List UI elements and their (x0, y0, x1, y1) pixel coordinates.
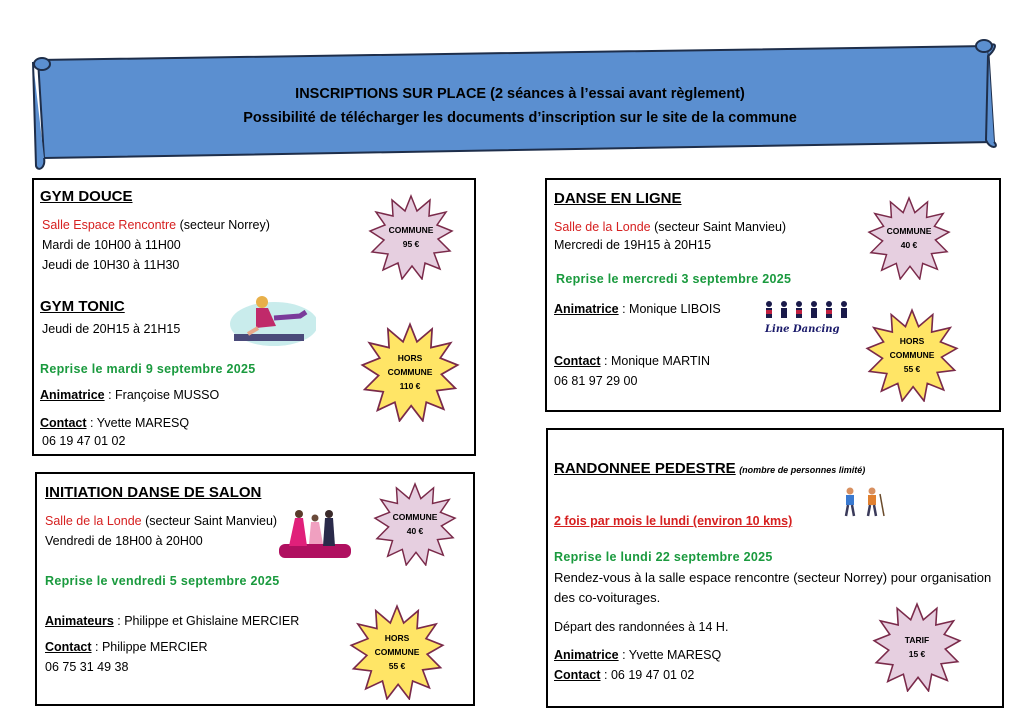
animatrice-label: Animatrice (554, 302, 619, 316)
danse-salon-title: INITIATION DANSE DE SALON (45, 484, 262, 501)
gym-tonic-title: GYM TONIC (40, 298, 125, 315)
fitness-woman-illustration (226, 290, 316, 348)
price-badge-tarif (872, 602, 962, 692)
randonnee-rdv-1: Rendez-vous à la salle espace rencontre (secteur Norrey) pour organisation (554, 570, 992, 585)
gym-tonic-contact: : Yvette MARESQ (86, 416, 190, 430)
badge-label-2: COMMUNE (387, 367, 433, 377)
danse-salon-box (35, 472, 475, 706)
badge-label: COMMUNE (886, 226, 932, 236)
badge-label-2: COMMUNE (889, 350, 935, 360)
gym-douce-schedule-2: Jeudi de 10H30 à 11H30 (42, 258, 180, 272)
randonnee-reprise: Reprise le lundi 22 septembre 2025 (554, 550, 773, 564)
danse-ligne-reprise: Reprise le mercredi 3 septembre 2025 (556, 272, 792, 286)
badge-label: COMMUNE (392, 512, 438, 522)
line-dancing-logo (761, 300, 853, 340)
badge-label-1: HORS (384, 633, 410, 643)
randonnee-animatrice: : Yvette MARESQ (618, 648, 722, 662)
gym-douce-schedule-1: Mardi de 10H00 à 11H00 (42, 238, 181, 252)
danse-salon-contact: : Philippe MERCIER (91, 640, 208, 654)
contact-label: Contact (45, 640, 92, 654)
badge-label-1: HORS (397, 353, 423, 363)
gym-box (32, 178, 476, 456)
danse-ligne-schedule: Mercredi de 19H15 à 20H15 (554, 238, 712, 252)
badge-price: 95 € (402, 239, 420, 249)
danse-ligne-venue: Salle de la Londe (554, 220, 651, 234)
gym-tonic-phone: 06 19 47 01 02 (42, 434, 126, 448)
danse-ligne-phone: 06 81 97 29 00 (554, 374, 638, 388)
badge-price: 55 € (388, 661, 406, 671)
badge-label-2: COMMUNE (374, 647, 420, 657)
gym-douce-venue-line (42, 218, 270, 232)
randonnee-contact: : 06 19 47 01 02 (600, 668, 695, 682)
line-dancing-logo-text: Line Dancing (765, 324, 840, 335)
badge-price: 40 € (406, 526, 424, 536)
gym-tonic-schedule: Jeudi de 20H15 à 21H15 (42, 322, 181, 336)
badge-price: 55 € (903, 364, 921, 374)
gym-douce-sector: (secteur Norrey) (176, 218, 270, 232)
badge-price: 15 € (908, 649, 926, 659)
danse-ligne-contact: : Monique MARTIN (600, 354, 711, 368)
danse-ligne-box (545, 178, 1001, 412)
price-badge-hors-commune (360, 322, 460, 422)
danse-salon-venue: Salle de la Londe (45, 514, 142, 528)
randonnee-title: RANDONNEE PEDESTRE (554, 460, 736, 477)
danse-salon-schedule: Vendredi de 18H00 à 20H00 (45, 534, 203, 548)
price-badge-hors-commune (865, 308, 959, 402)
danse-salon-animateurs-line (45, 614, 299, 628)
badge-label: TARIF (904, 635, 930, 645)
danse-salon-phone: 06 75 31 49 38 (45, 660, 129, 674)
hikers-illustration (836, 486, 892, 518)
danse-salon-venue-line (45, 514, 277, 528)
ballroom-dancers-illustration (277, 504, 353, 560)
randonnee-note: (nombre de personnes limité) (739, 465, 866, 475)
randonnee-frequency: 2 fois par mois le lundi (environ 10 kms) (554, 514, 793, 528)
randonnee-animatrice-line (554, 648, 721, 662)
price-badge-commune (867, 196, 951, 280)
banner-line-2: Possibilité de télécharger les documents d’inscription sur le site de la commune (243, 110, 797, 126)
price-badge-commune (373, 482, 457, 566)
randonnee-rdv-2: des co-voiturages. (554, 590, 661, 605)
danse-salon-sector: (secteur Saint Manvieu) (141, 514, 278, 528)
animateurs-label: Animateurs (45, 614, 114, 628)
contact-label: Contact (554, 354, 601, 368)
danse-salon-reprise: Reprise le vendredi 5 septembre 2025 (45, 574, 280, 588)
banner-line-1: INSCRIPTIONS SUR PLACE (2 séances à l’essai avant règlement) (295, 86, 745, 102)
price-badge-hors-commune (349, 604, 445, 700)
header-banner (0, 0, 1024, 180)
danse-ligne-sector: (secteur Saint Manvieu) (650, 220, 787, 234)
badge-label-1: HORS (899, 336, 925, 346)
animatrice-label: Animatrice (40, 388, 105, 402)
gym-tonic-animatrice: : Françoise MUSSO (104, 388, 220, 402)
gym-douce-venue: Salle Espace Rencontre (42, 218, 177, 232)
badge-price: 110 € (399, 381, 421, 391)
randonnee-box (546, 428, 1004, 708)
dancers-silhouette-icon (761, 300, 853, 326)
contact-label: Contact (40, 416, 87, 430)
gym-tonic-reprise: Reprise le mardi 9 septembre 2025 (40, 362, 256, 376)
price-badge-commune (368, 194, 454, 280)
gym-tonic-contact-line (40, 416, 189, 430)
danse-salon-contact-line (45, 640, 208, 654)
badge-price: 40 € (900, 240, 918, 250)
gym-douce-title: GYM DOUCE (40, 188, 133, 205)
badge-label: COMMUNE (388, 225, 434, 235)
danse-salon-animateurs: : Philippe et Ghislaine MERCIER (113, 614, 300, 628)
randonnee-title-line (554, 460, 865, 477)
randonnee-contact-line (554, 668, 694, 682)
randonnee-depart: Départ des randonnées à 14 H. (554, 620, 729, 634)
danse-ligne-animatrice-line (554, 302, 721, 316)
animatrice-label: Animatrice (554, 648, 619, 662)
danse-ligne-contact-line (554, 354, 710, 368)
gym-tonic-animatrice-line (40, 388, 219, 402)
danse-ligne-animatrice: : Monique LIBOIS (618, 302, 721, 316)
danse-ligne-venue-line (554, 220, 786, 234)
danse-ligne-title: DANSE EN LIGNE (554, 190, 682, 207)
contact-label: Contact (554, 668, 601, 682)
